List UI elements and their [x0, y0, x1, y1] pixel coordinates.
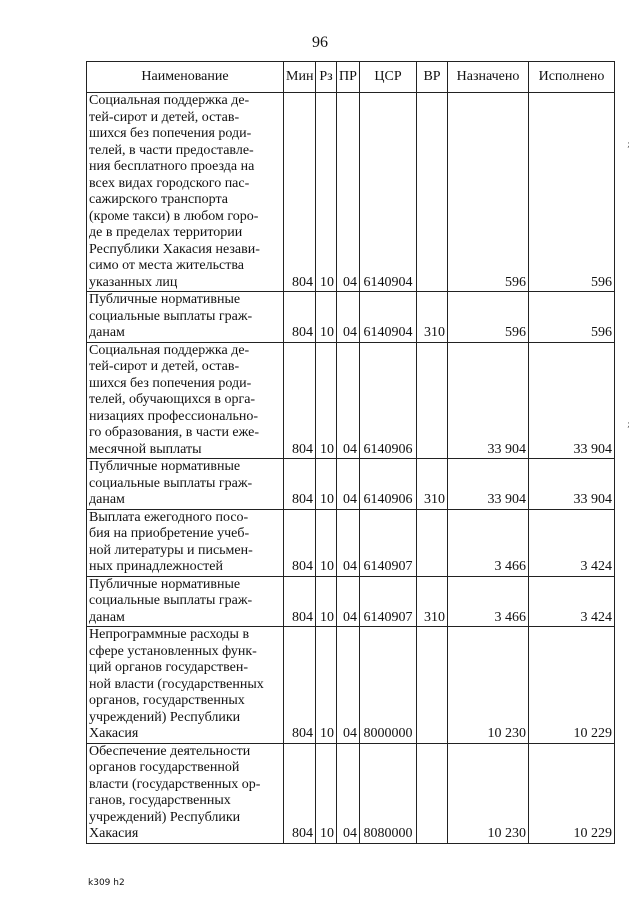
header-executed: Исполнено: [529, 62, 615, 93]
cell-csr: 6140906: [360, 459, 417, 510]
cell-pr: 04: [337, 627, 360, 744]
name-line: Публичные нормативные: [89, 292, 241, 307]
name-line: симо от места жительства: [89, 258, 244, 273]
name-line: ной власти (государственных: [89, 676, 264, 692]
cell-rz: 10: [316, 743, 337, 843]
name-line: Хакасия: [89, 726, 139, 741]
cell-min: 804: [284, 93, 316, 292]
cell-min: 804: [284, 342, 316, 459]
margin-mark: ;: [627, 140, 631, 150]
name-line: Выплата ежегодного посо-: [89, 509, 249, 525]
name-line: бия на приобретение учеб-: [89, 526, 250, 541]
cell-assigned: 10 230: [448, 627, 529, 744]
header-rz: Рз: [316, 62, 337, 93]
name-line: социальные выплаты граж-: [89, 308, 253, 324]
name-line: сажирского транспорта: [89, 192, 228, 207]
table-row: [87, 342, 615, 459]
cell-min: 804: [284, 459, 316, 510]
cell-csr: 8080000: [360, 743, 417, 843]
cell-assigned: 3 466: [448, 509, 529, 576]
header-row: [87, 62, 615, 93]
header-name: Наименование: [87, 62, 284, 93]
table-header: [87, 62, 615, 93]
cell-executed: 10 229: [529, 743, 615, 843]
cell-pr: 04: [337, 93, 360, 292]
cell-vr: [417, 509, 448, 576]
cell-executed: 3 424: [529, 509, 615, 576]
name-line: данам: [89, 609, 125, 625]
cell-name: [87, 459, 284, 510]
cell-vr: [417, 743, 448, 843]
cell-executed: 596: [529, 93, 615, 292]
cell-csr: 6140907: [360, 576, 417, 627]
name-line: тей-сирот и детей, остав-: [89, 359, 240, 374]
name-line: ных принадлежностей: [89, 559, 223, 574]
cell-rz: 10: [316, 627, 337, 744]
cell-executed: 596: [529, 292, 615, 343]
margin-mark: ;: [627, 420, 631, 430]
cell-min: 804: [284, 627, 316, 744]
cell-executed: 33 904: [529, 342, 615, 459]
cell-pr: 04: [337, 459, 360, 510]
name-line: ной литературы и письмен-: [89, 542, 253, 558]
cell-vr: [417, 93, 448, 292]
cell-assigned: 596: [448, 292, 529, 343]
cell-name: [87, 743, 284, 843]
table-row: [87, 459, 615, 510]
cell-csr: 6140904: [360, 93, 417, 292]
cell-pr: 04: [337, 509, 360, 576]
cell-assigned: 596: [448, 93, 529, 292]
cell-name: [87, 292, 284, 343]
name-line: Публичные нормативные: [89, 576, 241, 592]
cell-pr: 04: [337, 743, 360, 843]
header-pr: ПР: [337, 62, 360, 93]
name-line: учреждений) Республики: [89, 709, 241, 725]
name-line: шихся без попечения роди-: [89, 375, 252, 391]
name-line: (кроме такси) в любом горо-: [89, 208, 259, 224]
name-line: Хакасия: [89, 826, 139, 841]
name-line: учреждений) Республики: [89, 809, 241, 825]
name-line: тей-сирот и детей, остав-: [89, 109, 240, 125]
cell-name: [87, 576, 284, 627]
name-line: ганов, государственных: [89, 793, 231, 808]
name-line: низациях профессионально-: [89, 408, 259, 424]
cell-rz: 10: [316, 509, 337, 576]
cell-csr: 6140906: [360, 342, 417, 459]
table-row: [87, 509, 615, 576]
budget-table: [86, 61, 615, 844]
cell-vr: 310: [417, 292, 448, 343]
table-row: [87, 627, 615, 744]
table-row: [87, 743, 615, 843]
table-row: [87, 576, 615, 627]
cell-assigned: 33 904: [448, 459, 529, 510]
name-line: всех видах городского пас-: [89, 175, 250, 191]
cell-min: 804: [284, 576, 316, 627]
name-line: власти (государственных ор-: [89, 776, 261, 792]
name-line: де в пределах территории: [89, 225, 243, 240]
cell-assigned: 3 466: [448, 576, 529, 627]
cell-rz: 10: [316, 292, 337, 343]
name-line: органов, государственных: [89, 693, 245, 708]
name-line: Обеспечение деятельности: [89, 743, 251, 759]
cell-csr: 6140904: [360, 292, 417, 343]
footer-code: k309 h2: [88, 878, 125, 888]
header-vr: ВР: [417, 62, 448, 93]
name-line: сфере установленных функ-: [89, 643, 257, 659]
name-line: ций органов государствен-: [89, 660, 248, 675]
name-line: данам: [89, 325, 125, 340]
name-line: месячной выплаты: [89, 441, 202, 457]
cell-executed: 10 229: [529, 627, 615, 744]
name-line: органов государственной: [89, 760, 240, 775]
name-line: Республики Хакасия незави-: [89, 241, 260, 257]
name-line: социальные выплаты граж-: [89, 475, 253, 491]
cell-min: 804: [284, 509, 316, 576]
name-line: го образования, в части еже-: [89, 425, 260, 440]
name-line: данам: [89, 492, 125, 507]
cell-name: [87, 93, 284, 292]
name-line: телей, в части предоставле-: [89, 142, 254, 158]
cell-rz: 10: [316, 93, 337, 292]
cell-min: 804: [284, 292, 316, 343]
cell-rz: 10: [316, 459, 337, 510]
cell-executed: 33 904: [529, 459, 615, 510]
cell-csr: 6140907: [360, 509, 417, 576]
name-line: Непрограммные расходы в: [89, 627, 250, 642]
cell-rz: 10: [316, 342, 337, 459]
header-csr: ЦСР: [360, 62, 417, 93]
name-line: ния бесплатного проезда на: [89, 159, 255, 174]
cell-pr: 04: [337, 342, 360, 459]
name-line: шихся без попечения роди-: [89, 126, 252, 141]
cell-rz: 10: [316, 576, 337, 627]
cell-assigned: 33 904: [448, 342, 529, 459]
table-body: [87, 93, 615, 844]
name-line: Публичные нормативные: [89, 459, 241, 474]
table-row: [87, 292, 615, 343]
cell-pr: 04: [337, 576, 360, 627]
header-assigned: Назначено: [448, 62, 529, 93]
cell-name: [87, 342, 284, 459]
cell-vr: 310: [417, 459, 448, 510]
cell-name: [87, 627, 284, 744]
name-line: телей, обучающихся в орга-: [89, 392, 256, 407]
cell-vr: [417, 342, 448, 459]
header-min: Мин: [284, 62, 316, 93]
cell-executed: 3 424: [529, 576, 615, 627]
cell-csr: 8000000: [360, 627, 417, 744]
name-line: социальные выплаты граж-: [89, 593, 253, 608]
cell-vr: 310: [417, 576, 448, 627]
cell-pr: 04: [337, 292, 360, 343]
cell-vr: [417, 627, 448, 744]
cell-name: [87, 509, 284, 576]
table-row: [87, 93, 615, 292]
name-line: указанных лиц: [89, 274, 178, 290]
cell-min: 804: [284, 743, 316, 843]
name-line: Социальная поддержка де-: [89, 93, 250, 108]
cell-assigned: 10 230: [448, 743, 529, 843]
name-line: Социальная поддержка де-: [89, 342, 250, 358]
page-number: 96: [312, 34, 328, 51]
